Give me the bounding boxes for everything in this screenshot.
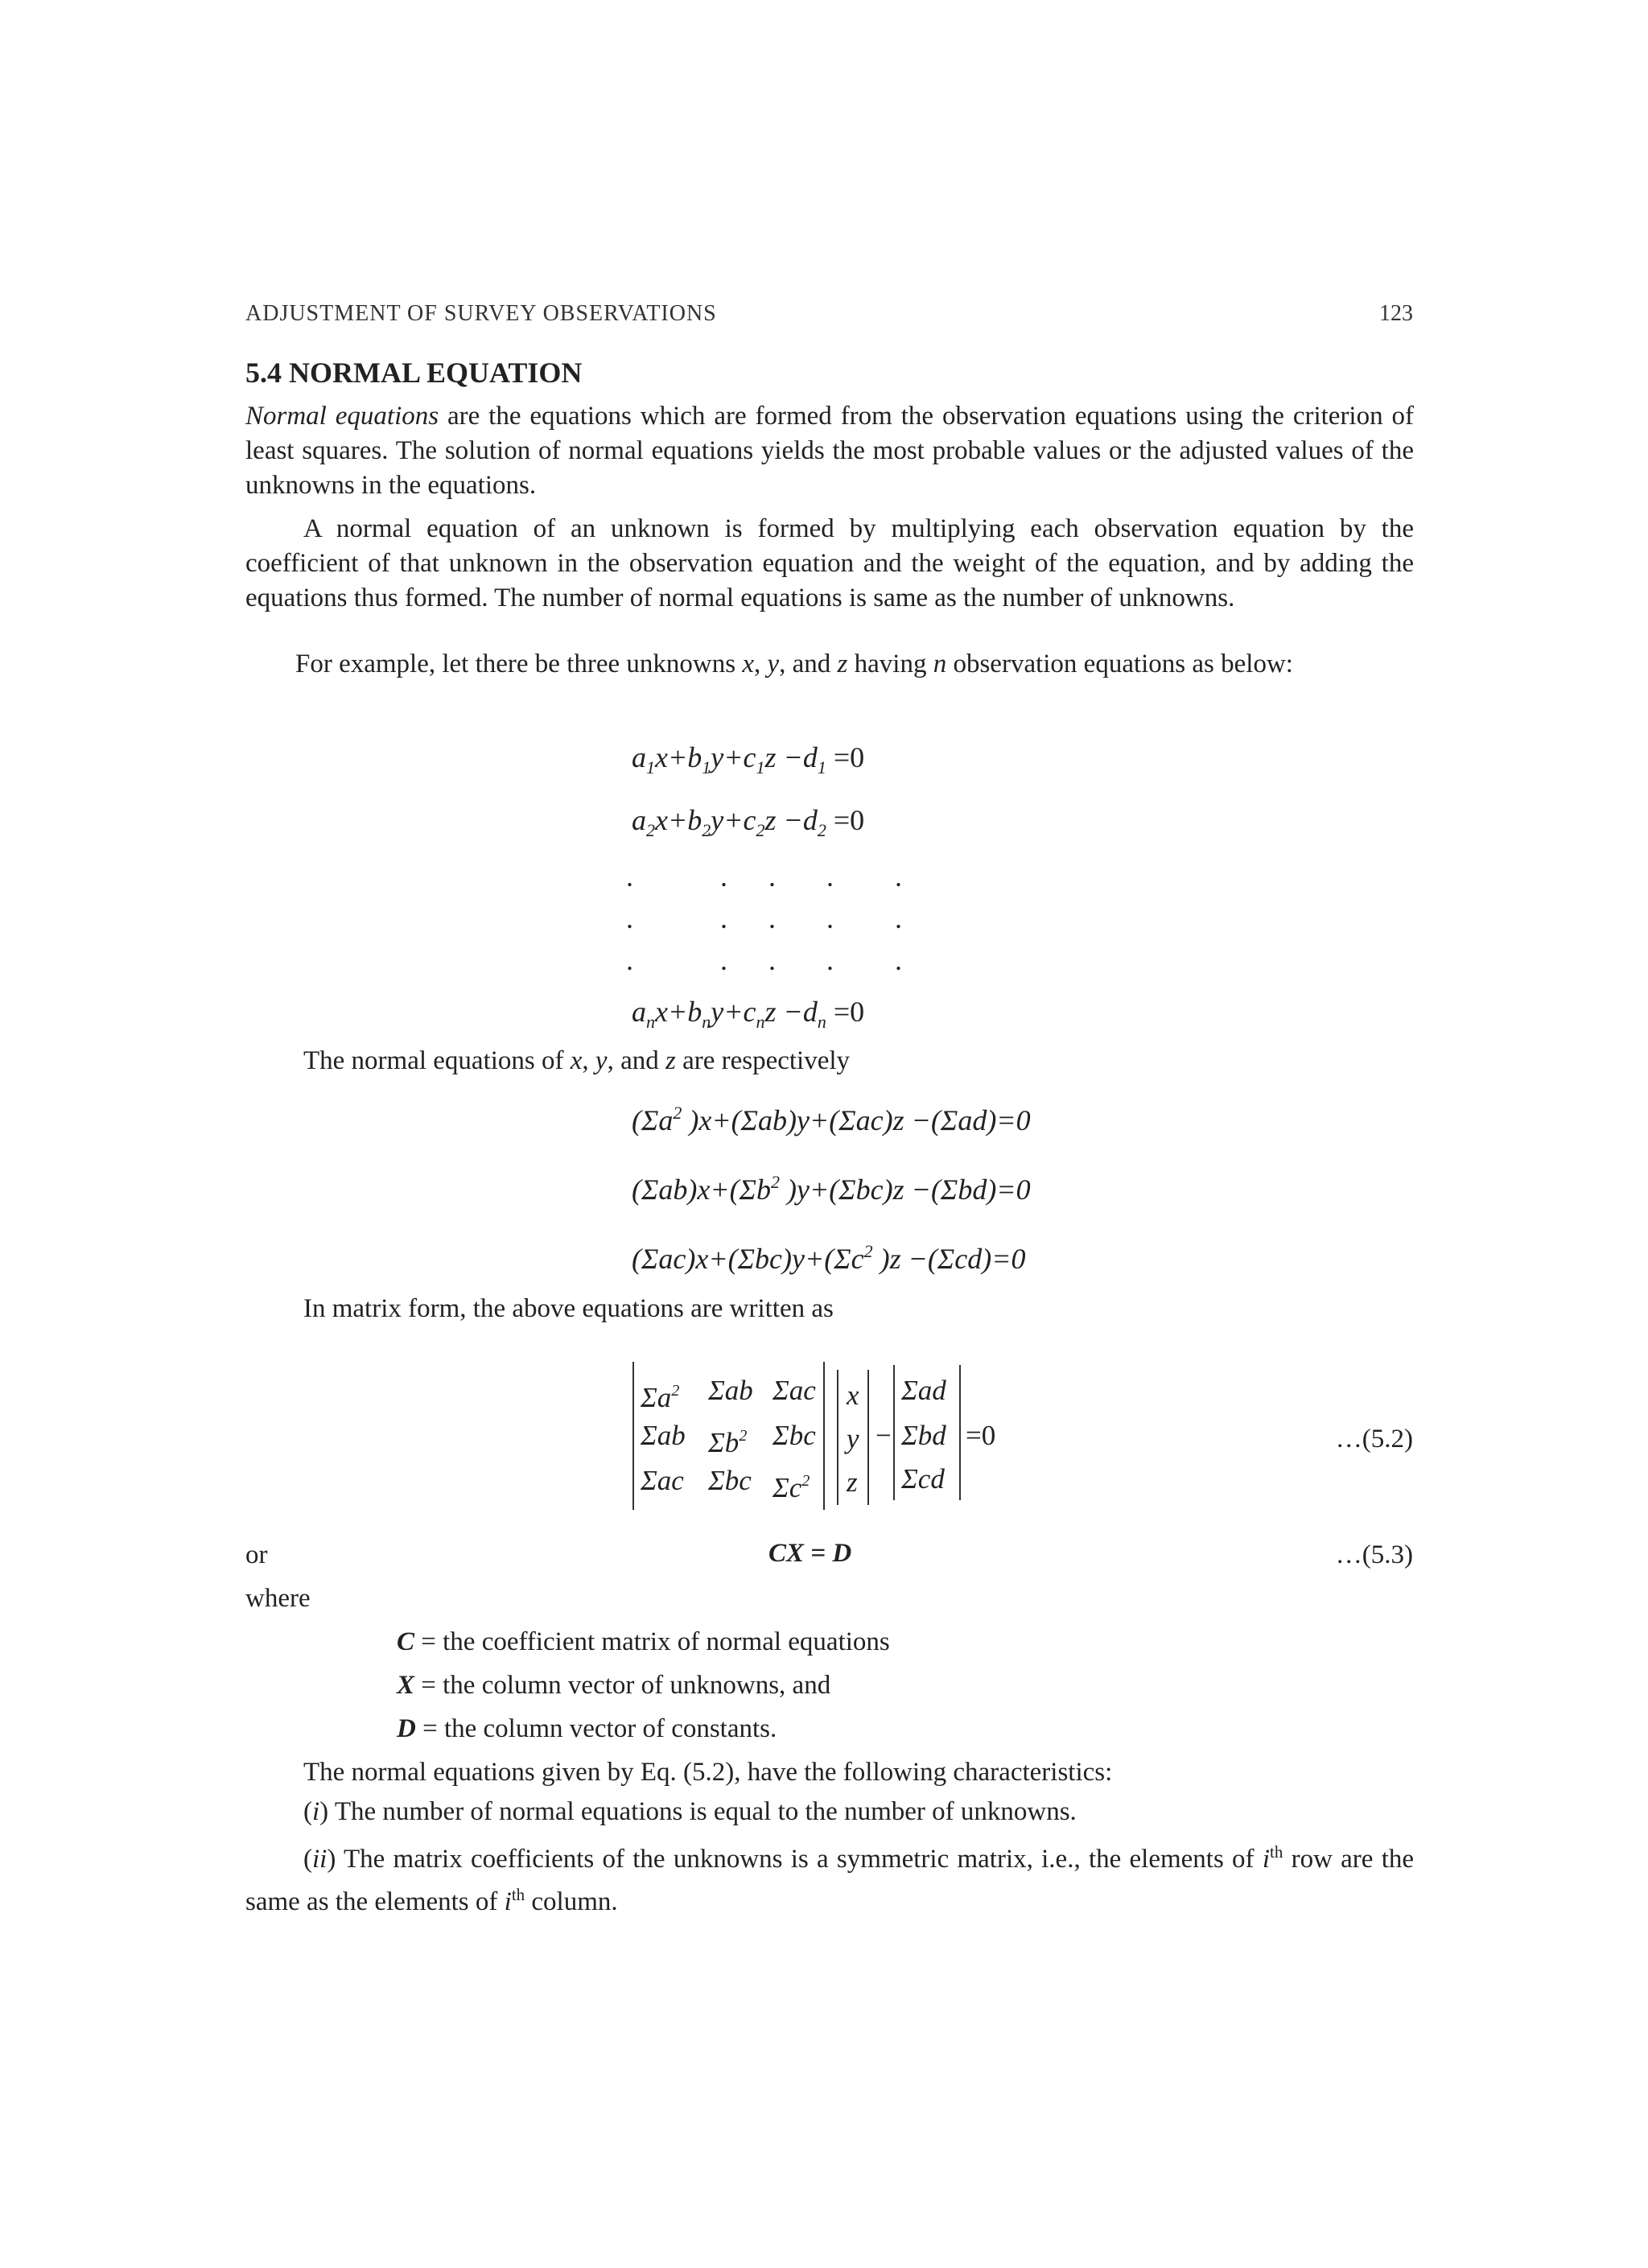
or-label: or (245, 1540, 268, 1569)
characteristic-item-2: (ii) The matrix coefficients of the unknowns is a symmetric matrix, i.e., the elements of $i^{th}$ row are the same as the elements of $i^{th}$ column. (245, 1842, 1415, 1916)
term: z −d (764, 804, 818, 836)
term: x+b (655, 741, 702, 773)
ellipsis-dot: . (895, 860, 902, 893)
matrix-c-cell: Σbc (772, 1420, 816, 1451)
vector-x-left-bar (837, 1370, 838, 1505)
matrix-right-bar (823, 1362, 825, 1510)
superscript: 2 (673, 1103, 682, 1123)
term: y+c (711, 996, 756, 1028)
term: =0 (826, 741, 865, 773)
superscript: 2 (671, 1382, 680, 1400)
superscript: th (511, 1885, 525, 1904)
text: , and (607, 1046, 665, 1075)
text: For example, let there be three unknowns (295, 649, 743, 678)
vector-d-cell: Σad (901, 1375, 946, 1406)
subscript: n (702, 1012, 711, 1032)
matrix-c-cell: Σbc (708, 1465, 752, 1496)
definition-text: = the coefficient matrix of normal equations (414, 1627, 890, 1656)
text: , and (779, 649, 838, 678)
vector-x-right-bar (867, 1370, 869, 1505)
equation-cx-d: CX = D (768, 1539, 852, 1568)
vector-d-right-bar (959, 1365, 961, 1500)
item-text: The matrix coefficients of the unknowns is a symmetric matrix, i.e., the elements of (336, 1845, 1263, 1874)
item-text: column. (525, 1887, 618, 1916)
normal-equations-intro (303, 1046, 850, 1076)
subscript: 2 (817, 820, 826, 840)
term: a (632, 741, 646, 773)
term: a (632, 804, 646, 836)
characteristic-item-1: (i) The number of normal equations is equal to the number of unknowns. (303, 1797, 1077, 1826)
term: =0 (826, 996, 865, 1028)
paragraph-example (245, 647, 1414, 682)
superscript: 2 (863, 1241, 873, 1261)
normal-equation-2 (632, 1172, 1031, 1206)
matrix-c-cell: Σac (641, 1465, 684, 1496)
matrix-c-cell: Σac (772, 1375, 816, 1406)
matrix-c-row-3 (772, 1458, 810, 1511)
paragraph-text: are the equations which are formed from the observation equations using the criterion of least squares. The solution of normal equations yields the most probable values or the adjusted values of the unknowns in the equations. (245, 402, 1414, 500)
term: z −d (764, 996, 818, 1028)
symbol: X (397, 1671, 415, 1700)
ellipsis-dot: . (720, 944, 727, 976)
term: (Σac)x+(Σbc)y+(Σc (632, 1243, 864, 1275)
equation-number-5-3: …(5.3) (1335, 1540, 1413, 1569)
superscript: th (1269, 1842, 1283, 1862)
var-x: x (570, 1046, 583, 1075)
ellipsis-dot: . (826, 944, 834, 976)
superscript: 2 (739, 1427, 748, 1445)
superscript: 2 (801, 1472, 810, 1490)
equation-number-5-2: …(5.2) (1335, 1425, 1413, 1454)
paragraph-formation: A normal equation of an unknown is formed by multiplying each observation equation by the coefficient of that unknown in the observation equation and the weight of the equation, and by adding the equations thus formed. The number of normal equations is same as the number of unknowns. (245, 514, 1414, 612)
item-text: row are the same as the elements of (245, 1845, 1415, 1916)
text: having (847, 649, 933, 678)
ellipsis-dot: . (826, 902, 834, 934)
matrix-form-intro: In matrix form, the above equations are written as (303, 1294, 834, 1323)
term: a (632, 996, 646, 1028)
definition-text: = the column vector of unknowns, and (414, 1671, 831, 1700)
ellipsis-dot: . (895, 944, 902, 976)
definition-d (397, 1714, 777, 1744)
subscript: 2 (756, 820, 765, 840)
text: are respectively (675, 1046, 851, 1075)
where-label: where (245, 1584, 311, 1613)
normal-equation-3 (632, 1241, 1026, 1276)
symbol: D (397, 1714, 416, 1743)
term: (Σab)x+(Σb (632, 1173, 772, 1206)
subscript: n (817, 1012, 826, 1032)
ellipsis-dot: . (626, 860, 633, 893)
observation-equation-n (632, 995, 864, 1033)
var-y: y (767, 649, 780, 678)
var-z: z (665, 1046, 676, 1075)
term: =0 (826, 804, 865, 836)
vector-x-cell: z (847, 1466, 858, 1498)
running-head: ADJUSTMENT OF SURVEY OBSERVATIONS (245, 301, 717, 326)
subscript: 2 (702, 820, 711, 840)
matrix-c-cell: Σab (708, 1375, 753, 1406)
subscript: 1 (646, 757, 655, 777)
var-n: n (933, 649, 947, 678)
definition-text: = the column vector of constants. (415, 1714, 777, 1743)
text: , (582, 1046, 595, 1075)
ellipsis-dot: . (768, 944, 776, 976)
vector-x-cell: x (847, 1379, 859, 1411)
minus-sign: − (876, 1420, 892, 1451)
subscript: 2 (646, 820, 655, 840)
var-y: y (595, 1046, 608, 1075)
vector-d-cell: Σcd (901, 1463, 945, 1495)
vector-d-left-bar (893, 1365, 895, 1500)
vector-d-cell: Σbd (901, 1420, 946, 1451)
paragraph-definition (245, 399, 1414, 503)
ellipsis-dot: . (720, 902, 727, 934)
ellipsis-dot: . (826, 860, 834, 893)
item-number: i (312, 1797, 320, 1826)
ellipsis-dot: . (895, 902, 902, 934)
page-number: 123 (1379, 301, 1413, 326)
term: (Σa (632, 1104, 674, 1136)
var-x: x (742, 649, 754, 678)
symbol: C (397, 1627, 415, 1656)
superscript: 2 (771, 1172, 781, 1192)
cell: Σb (708, 1427, 740, 1458)
subscript: 1 (702, 757, 711, 777)
term: z −d (764, 741, 818, 773)
ellipsis-dot: . (626, 944, 633, 976)
characteristics-intro: The normal equations given by Eq. (5.2), have the following characteristics: (303, 1758, 1113, 1787)
section-title: 5.4 NORMAL EQUATION (245, 357, 583, 389)
equals-zero: =0 (966, 1420, 996, 1451)
text: , (753, 649, 768, 678)
subscript: n (646, 1012, 655, 1032)
term-normal-equations: Normal equations (245, 402, 439, 431)
term: )y+(Σbc)z −(Σbd)=0 (780, 1173, 1031, 1206)
observation-equation-2 (632, 803, 864, 841)
subscript: n (756, 1012, 765, 1032)
definition-x (397, 1671, 830, 1701)
subscript: 1 (817, 757, 826, 777)
var-z: z (837, 649, 848, 678)
text: observation equations as below: (946, 649, 1293, 678)
term: x+b (655, 804, 702, 836)
subscript: 1 (756, 757, 765, 777)
matrix-left-bar (632, 1362, 634, 1510)
definition-c (397, 1627, 890, 1657)
term: y+c (711, 804, 756, 836)
term: x+b (655, 996, 702, 1028)
item-number: ii (312, 1845, 328, 1874)
ellipsis-dot: . (626, 902, 633, 934)
term: )x+(Σab)y+(Σac)z −(Σad)=0 (682, 1104, 1031, 1136)
normal-equation-1 (632, 1103, 1031, 1137)
observation-equation-1 (632, 740, 864, 778)
text: The normal equations of (303, 1046, 571, 1075)
vector-x-cell: y (847, 1423, 859, 1454)
cell: Σa (641, 1382, 672, 1413)
ellipsis-dot: . (720, 860, 727, 893)
var-i: i (1262, 1845, 1270, 1874)
term: y+c (711, 741, 756, 773)
term: )z −(Σcd)=0 (872, 1243, 1026, 1275)
item-text: The number of normal equations is equal to the number of unknowns. (328, 1797, 1077, 1826)
matrix-c-cell: Σab (641, 1420, 686, 1451)
ellipsis-dot: . (768, 860, 776, 893)
cell: Σc (772, 1472, 802, 1503)
var-i: i (504, 1887, 512, 1916)
ellipsis-dot: . (768, 902, 776, 934)
